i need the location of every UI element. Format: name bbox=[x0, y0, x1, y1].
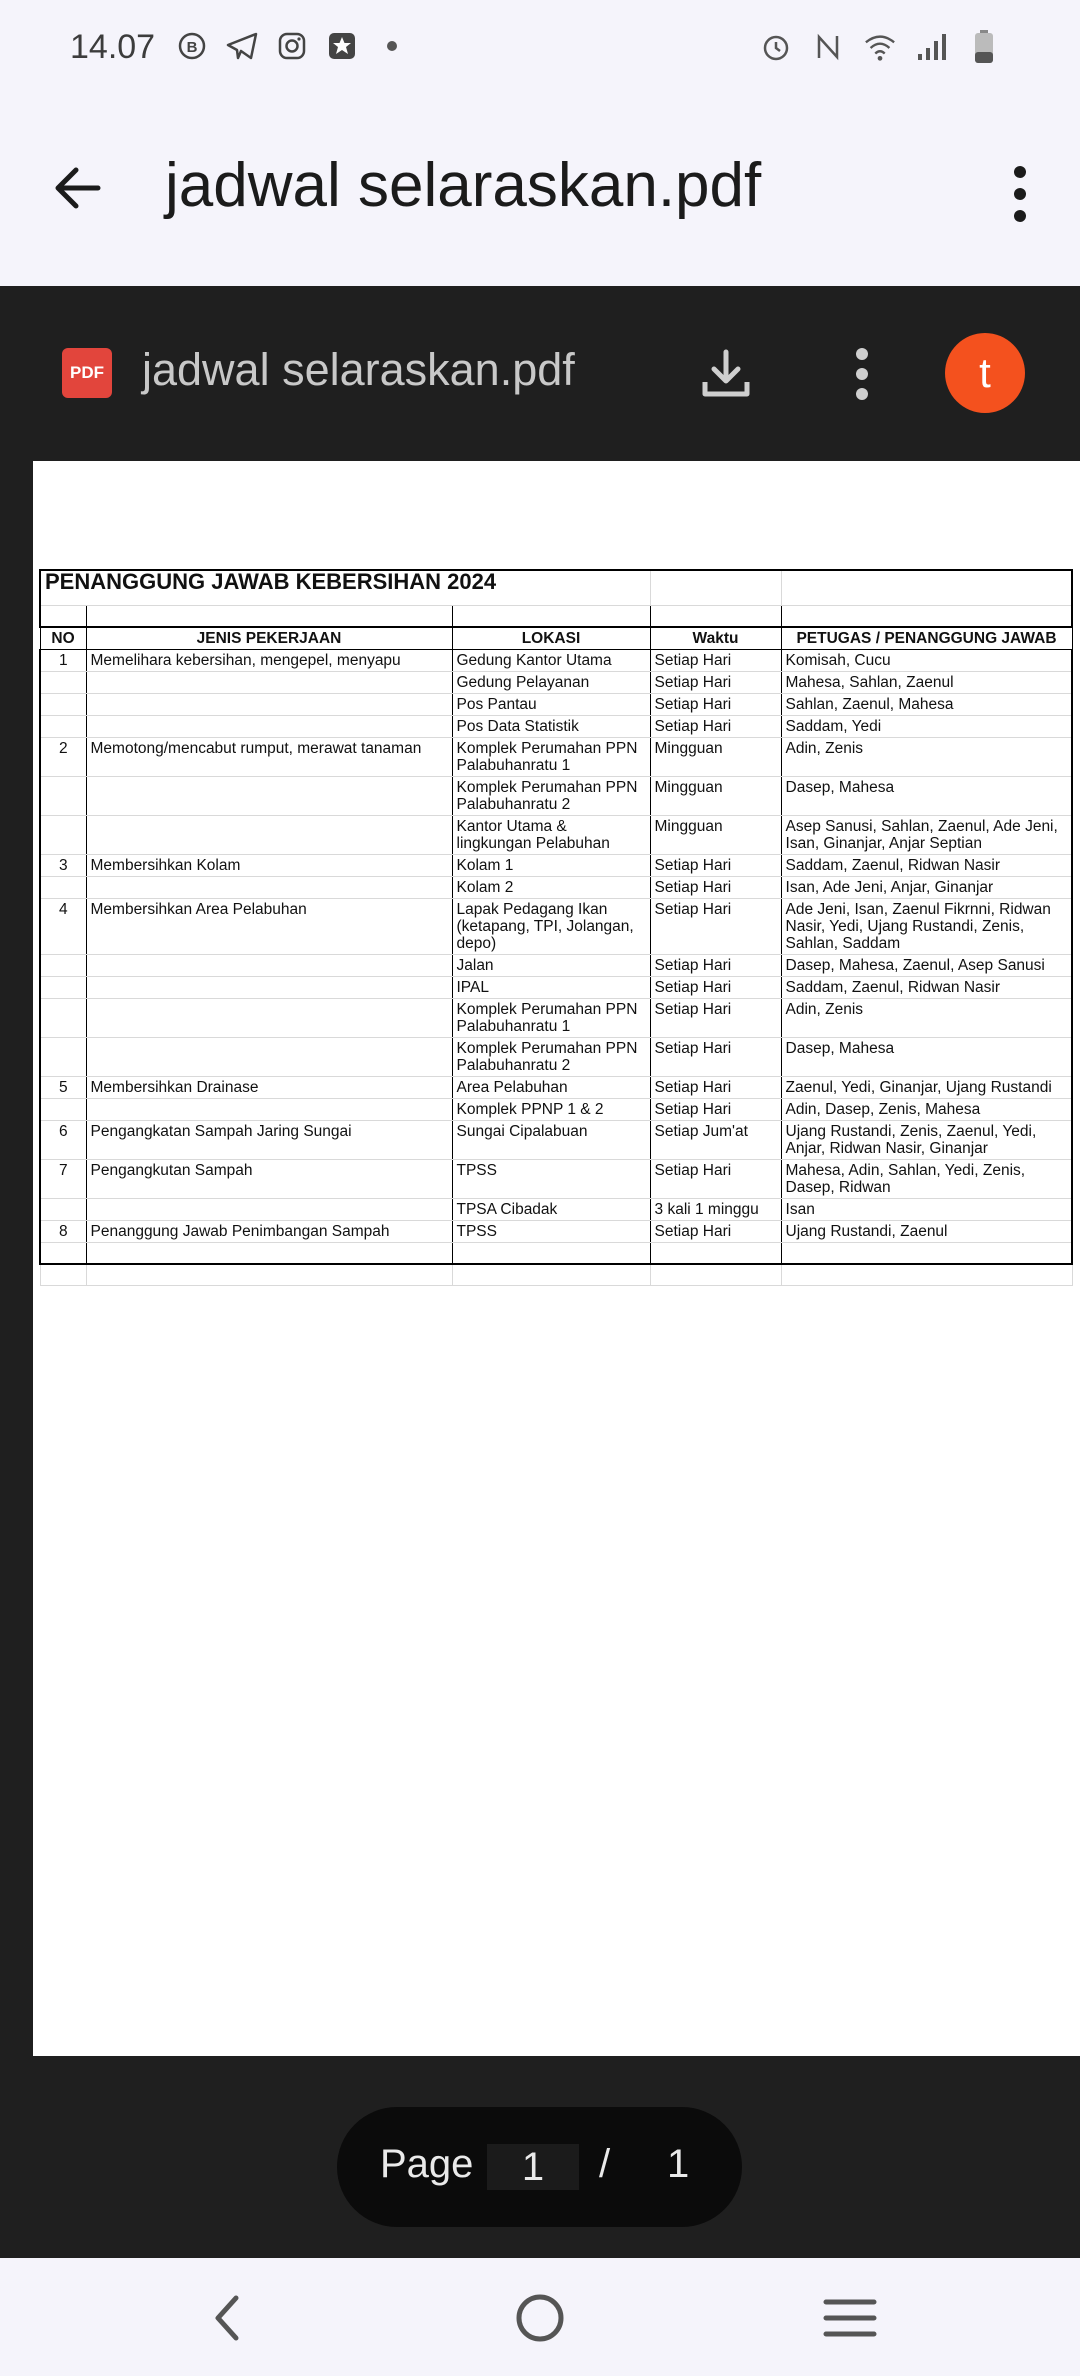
page-separator: / bbox=[599, 2142, 611, 2186]
table-row bbox=[40, 1160, 1072, 1199]
table-cell: Memelihara kebersihan, mengepel, menyapu bbox=[86, 650, 452, 672]
table-row bbox=[40, 816, 1072, 855]
table-cell: Setiap Hari bbox=[650, 877, 781, 899]
b-icon bbox=[176, 30, 208, 62]
table-cell: Komplek Perumahan PPN Palabuhanratu 2 bbox=[452, 1038, 650, 1077]
table-cell: Dasep, Mahesa bbox=[781, 1038, 1072, 1077]
page-label: Page bbox=[380, 2142, 474, 2186]
instagram-icon bbox=[276, 30, 308, 62]
table-cell: Setiap Hari bbox=[650, 1038, 781, 1077]
table-row bbox=[40, 1099, 1072, 1121]
table-cell bbox=[86, 816, 452, 855]
app-bar bbox=[0, 100, 1080, 286]
table-cell: Adin, Zenis bbox=[781, 999, 1072, 1038]
table-cell: Setiap Hari bbox=[650, 672, 781, 694]
table-cell: Dasep, Mahesa bbox=[781, 777, 1072, 816]
document-title: PENANGGUNG JAWAB KEBERSIHAN 2024 bbox=[40, 570, 650, 606]
dot-icon bbox=[376, 30, 408, 62]
table-cell: 6 bbox=[40, 1121, 86, 1160]
table-row bbox=[40, 738, 1072, 777]
table-row bbox=[40, 955, 1072, 977]
table-cell: 3 bbox=[40, 855, 86, 877]
table-cell: TPSS bbox=[452, 1221, 650, 1243]
app-title: jadwal selaraskan.pdf bbox=[165, 151, 762, 220]
viewer-file-name: jadwal selaraskan.pdf bbox=[142, 344, 575, 395]
table-cell: Sahlan, Zaenul, Mahesa bbox=[781, 694, 1072, 716]
table-header-row bbox=[40, 627, 1072, 650]
table-cell: Setiap Hari bbox=[650, 855, 781, 877]
table-cell: Mahesa, Adin, Sahlan, Yedi, Zenis, Dasep, Ridwan bbox=[781, 1160, 1072, 1199]
table-row bbox=[40, 1038, 1072, 1077]
table-cell: IPAL bbox=[452, 977, 650, 999]
table-cell: Komisah, Cucu bbox=[781, 650, 1072, 672]
viewer-more-icon[interactable] bbox=[844, 344, 880, 404]
table-cell bbox=[40, 877, 86, 899]
table-cell: Kolam 2 bbox=[452, 877, 650, 899]
table-cell: Saddam, Yedi bbox=[781, 716, 1072, 738]
table-row bbox=[40, 1121, 1072, 1160]
table-row bbox=[40, 1221, 1072, 1243]
table-row bbox=[40, 672, 1072, 694]
table-cell: Saddam, Zaenul, Ridwan Nasir bbox=[781, 977, 1072, 999]
table-cell: Setiap Hari bbox=[650, 1160, 781, 1199]
table-cell: Pengangkatan Sampah Jaring Sungai bbox=[86, 1121, 452, 1160]
page-total: 1 bbox=[667, 2142, 690, 2186]
column-header: JENIS PEKERJAAN bbox=[86, 627, 452, 650]
table-cell: Setiap Hari bbox=[650, 955, 781, 977]
table-cell bbox=[86, 694, 452, 716]
table-cell: Memotong/mencabut rumput, merawat tanaman bbox=[86, 738, 452, 777]
table-cell: Dasep, Mahesa, Zaenul, Asep Sanusi bbox=[781, 955, 1072, 977]
table-cell: Asep Sanusi, Sahlan, Zaenul, Ade Jeni, Isan, Ginanjar, Anjar Septian bbox=[781, 816, 1072, 855]
column-header: LOKASI bbox=[452, 627, 650, 650]
table-cell bbox=[40, 694, 86, 716]
table-cell: Setiap Hari bbox=[650, 716, 781, 738]
table-cell: Setiap Jum'at bbox=[650, 1121, 781, 1160]
table-cell: Lapak Pedagang Ikan (ketapang, TPI, Jolangan, depo) bbox=[452, 899, 650, 955]
column-header: NO bbox=[40, 627, 86, 650]
schedule-table bbox=[39, 569, 1073, 1286]
table-cell: Kantor Utama & lingkungan Pelabuhan bbox=[452, 816, 650, 855]
table-row bbox=[40, 999, 1072, 1038]
table-cell: Komplek PPNP 1 & 2 bbox=[452, 1099, 650, 1121]
table-cell: Ujang Rustandi, Zenis, Zaenul, Yedi, Anjar, Ridwan Nasir, Ginanjar bbox=[781, 1121, 1072, 1160]
table-cell: 5 bbox=[40, 1077, 86, 1099]
back-nav-icon[interactable] bbox=[198, 2288, 258, 2348]
table-cell bbox=[86, 1038, 452, 1077]
table-cell bbox=[86, 877, 452, 899]
table-cell: Setiap Hari bbox=[650, 650, 781, 672]
wifi-icon bbox=[864, 30, 896, 64]
table-cell: Adin, Zenis bbox=[781, 738, 1072, 777]
status-time: 14.07 bbox=[70, 28, 156, 66]
table-cell bbox=[40, 1099, 86, 1121]
table-cell: Pos Data Statistik bbox=[452, 716, 650, 738]
table-row bbox=[40, 777, 1072, 816]
table-cell bbox=[86, 1099, 452, 1121]
table-row bbox=[40, 877, 1072, 899]
table-cell: Kolam 1 bbox=[452, 855, 650, 877]
table-cell: 3 kali 1 minggu bbox=[650, 1199, 781, 1221]
table-cell: TPSS bbox=[452, 1160, 650, 1199]
table-row bbox=[40, 899, 1072, 955]
table-row bbox=[40, 650, 1072, 672]
system-nav-bar bbox=[0, 2258, 1080, 2376]
page-indicator bbox=[337, 2107, 742, 2227]
table-cell: 4 bbox=[40, 899, 86, 955]
alarm-icon bbox=[760, 30, 792, 64]
table-cell: Setiap Hari bbox=[650, 1221, 781, 1243]
table-cell: Jalan bbox=[452, 955, 650, 977]
table-cell: Setiap Hari bbox=[650, 694, 781, 716]
table-cell: Isan, Ade Jeni, Anjar, Ginanjar bbox=[781, 877, 1072, 899]
download-icon[interactable] bbox=[700, 348, 752, 400]
table-cell: Membersihkan Area Pelabuhan bbox=[86, 899, 452, 955]
star-badge-icon bbox=[326, 30, 358, 62]
table-cell: 1 bbox=[40, 650, 86, 672]
table-cell bbox=[40, 716, 86, 738]
table-cell: Gedung Kantor Utama bbox=[452, 650, 650, 672]
table-cell: Isan bbox=[781, 1199, 1072, 1221]
table-row bbox=[40, 855, 1072, 877]
table-cell: Pos Pantau bbox=[452, 694, 650, 716]
table-cell bbox=[40, 816, 86, 855]
table-cell: Zaenul, Yedi, Ginanjar, Ujang Rustandi bbox=[781, 1077, 1072, 1099]
svg-text:B: B bbox=[186, 39, 198, 56]
table-row bbox=[40, 716, 1072, 738]
table-cell: 2 bbox=[40, 738, 86, 777]
table-cell: Sungai Cipalabuan bbox=[452, 1121, 650, 1160]
table-cell bbox=[86, 1199, 452, 1221]
pdf-page bbox=[33, 461, 1080, 2056]
table-cell: Setiap Hari bbox=[650, 977, 781, 999]
column-header: PETUGAS / PENANGGUNG JAWAB bbox=[781, 627, 1072, 650]
table-cell: Ujang Rustandi, Zaenul bbox=[781, 1221, 1072, 1243]
table-cell: Ade Jeni, Isan, Zaenul Fikrnni, Ridwan Nasir, Yedi, Ujang Rustandi, Zenis, Sahlan, Saddam bbox=[781, 899, 1072, 955]
table-row bbox=[40, 694, 1072, 716]
status-bar bbox=[0, 0, 1080, 100]
table-cell: Setiap Hari bbox=[650, 1099, 781, 1121]
table-cell: 8 bbox=[40, 1221, 86, 1243]
table-cell: Komplek Perumahan PPN Palabuhanratu 1 bbox=[452, 999, 650, 1038]
avatar[interactable]: t bbox=[945, 333, 1025, 413]
table-cell: Membersihkan Kolam bbox=[86, 855, 452, 877]
table-cell: Komplek Perumahan PPN Palabuhanratu 2 bbox=[452, 777, 650, 816]
table-cell: Gedung Pelayanan bbox=[452, 672, 650, 694]
table-cell: Mingguan bbox=[650, 777, 781, 816]
table-cell bbox=[86, 716, 452, 738]
table-cell bbox=[86, 977, 452, 999]
table-cell: Mingguan bbox=[650, 816, 781, 855]
table-cell: Membersihkan Drainase bbox=[86, 1077, 452, 1099]
table-cell: Mahesa, Sahlan, Zaenul bbox=[781, 672, 1072, 694]
table-cell: Saddam, Zaenul, Ridwan Nasir bbox=[781, 855, 1072, 877]
table-cell bbox=[40, 672, 86, 694]
table-cell: Area Pelabuhan bbox=[452, 1077, 650, 1099]
table-cell: Pengangkutan Sampah bbox=[86, 1160, 452, 1199]
battery-icon bbox=[968, 30, 1000, 64]
table-cell: TPSA Cibadak bbox=[452, 1199, 650, 1221]
table-row bbox=[40, 1077, 1072, 1099]
table-cell bbox=[40, 977, 86, 999]
table-cell: Komplek Perumahan PPN Palabuhanratu 1 bbox=[452, 738, 650, 777]
table-cell: Setiap Hari bbox=[650, 1077, 781, 1099]
signal-icon bbox=[916, 30, 948, 64]
table-cell: 7 bbox=[40, 1160, 86, 1199]
table-cell bbox=[86, 777, 452, 816]
table-row bbox=[40, 1199, 1072, 1221]
pdf-file-icon: PDF bbox=[62, 348, 112, 398]
viewer-header bbox=[0, 286, 1080, 461]
page-number-input[interactable]: 1 bbox=[487, 2144, 579, 2190]
table-row bbox=[40, 977, 1072, 999]
table-cell: Setiap Hari bbox=[650, 899, 781, 955]
table-cell bbox=[86, 672, 452, 694]
telegram-icon bbox=[226, 30, 258, 62]
nfc-icon bbox=[812, 30, 844, 64]
table-cell bbox=[40, 1038, 86, 1077]
recents-nav-icon[interactable] bbox=[820, 2288, 880, 2348]
table-cell bbox=[40, 1199, 86, 1221]
table-cell bbox=[40, 999, 86, 1038]
table-cell bbox=[40, 955, 86, 977]
table-cell: Adin, Dasep, Zenis, Mahesa bbox=[781, 1099, 1072, 1121]
table-cell bbox=[86, 955, 452, 977]
column-header: Waktu bbox=[650, 627, 781, 650]
table-cell: Penanggung Jawab Penimbangan Sampah bbox=[86, 1221, 452, 1243]
table-cell: Setiap Hari bbox=[650, 999, 781, 1038]
table-cell bbox=[86, 999, 452, 1038]
more-options-icon[interactable] bbox=[1000, 158, 1040, 230]
home-nav-icon[interactable] bbox=[510, 2288, 570, 2348]
table-cell bbox=[40, 777, 86, 816]
table-cell: Mingguan bbox=[650, 738, 781, 777]
back-arrow-icon[interactable] bbox=[50, 160, 106, 216]
